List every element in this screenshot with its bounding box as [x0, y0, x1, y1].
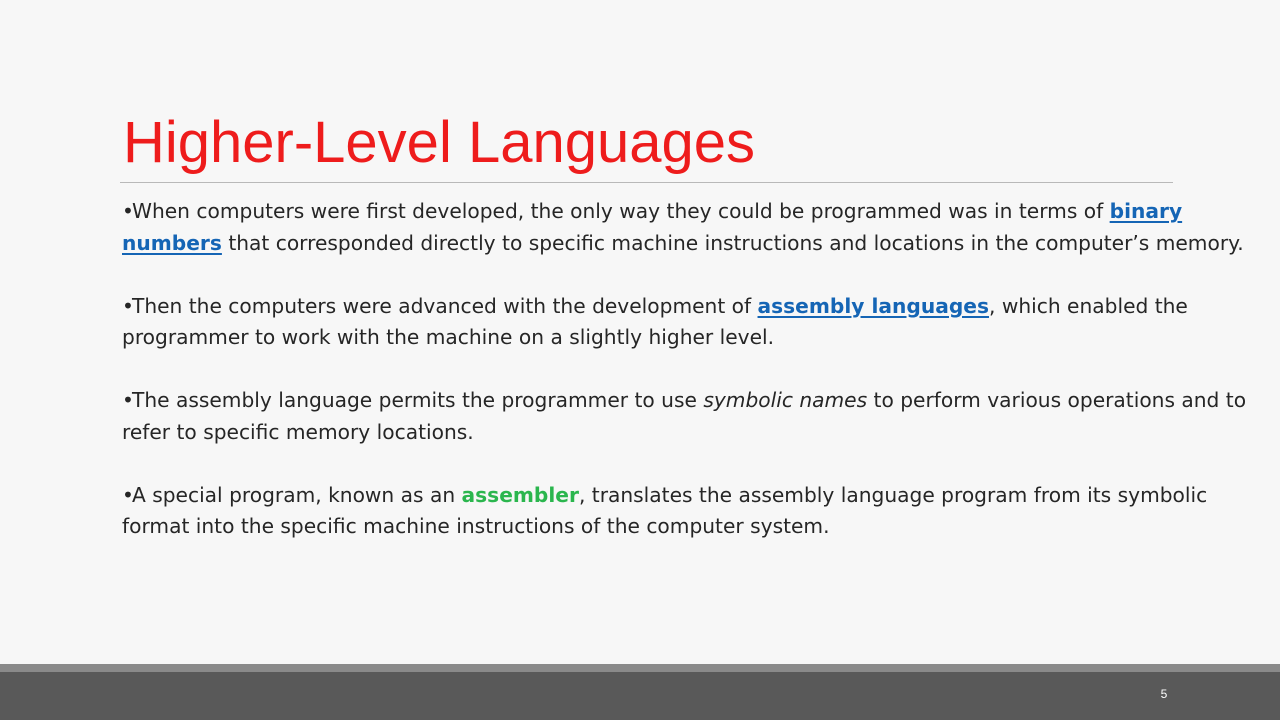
bullet-item [122, 480, 1267, 543]
bullet-item [122, 291, 1267, 354]
bullet-text: , translates the assembly language program from its symbolic format into the specific machine instructions of the computer system. [122, 482, 1208, 538]
slide-body [122, 196, 1267, 574]
assembly-languages-link[interactable]: assembly languages [757, 293, 989, 318]
bullet-dot: • [122, 388, 134, 412]
bullet-item [122, 196, 1267, 259]
footer-accent-bar [0, 664, 1280, 672]
bullet-dot: • [122, 199, 134, 223]
bullet-dot: • [122, 482, 134, 507]
footer-bar [0, 672, 1280, 720]
bullet-item [122, 385, 1267, 448]
symbolic-names-term: symbolic names [703, 388, 868, 412]
slide-title: Higher-Level Languages [123, 110, 755, 175]
page-number: 5 [1160, 687, 1168, 701]
bullet-text: The assembly language permits the programmer to use [132, 388, 704, 412]
binary-numbers-link[interactable]: binary numbers [122, 199, 1183, 255]
bullet-text: , which enabled the programmer to work with the machine on a slightly higher level. [122, 293, 1188, 349]
title-divider [120, 182, 1173, 183]
bullet-text: that corresponded directly to specific machine instructions and locations in the computer’s memory. [221, 230, 1244, 255]
assembler-term: assembler [461, 482, 579, 507]
bullet-text: Then the computers were advanced with the development of [132, 293, 758, 318]
bullet-text: A special program, known as an [132, 482, 462, 507]
bullet-dot: • [122, 293, 134, 318]
bullet-text: When computers were first developed, the only way they could be programmed was in terms of [132, 199, 1110, 223]
bullet-text: to perform various operations and to refer to specific memory locations. [122, 388, 1247, 444]
